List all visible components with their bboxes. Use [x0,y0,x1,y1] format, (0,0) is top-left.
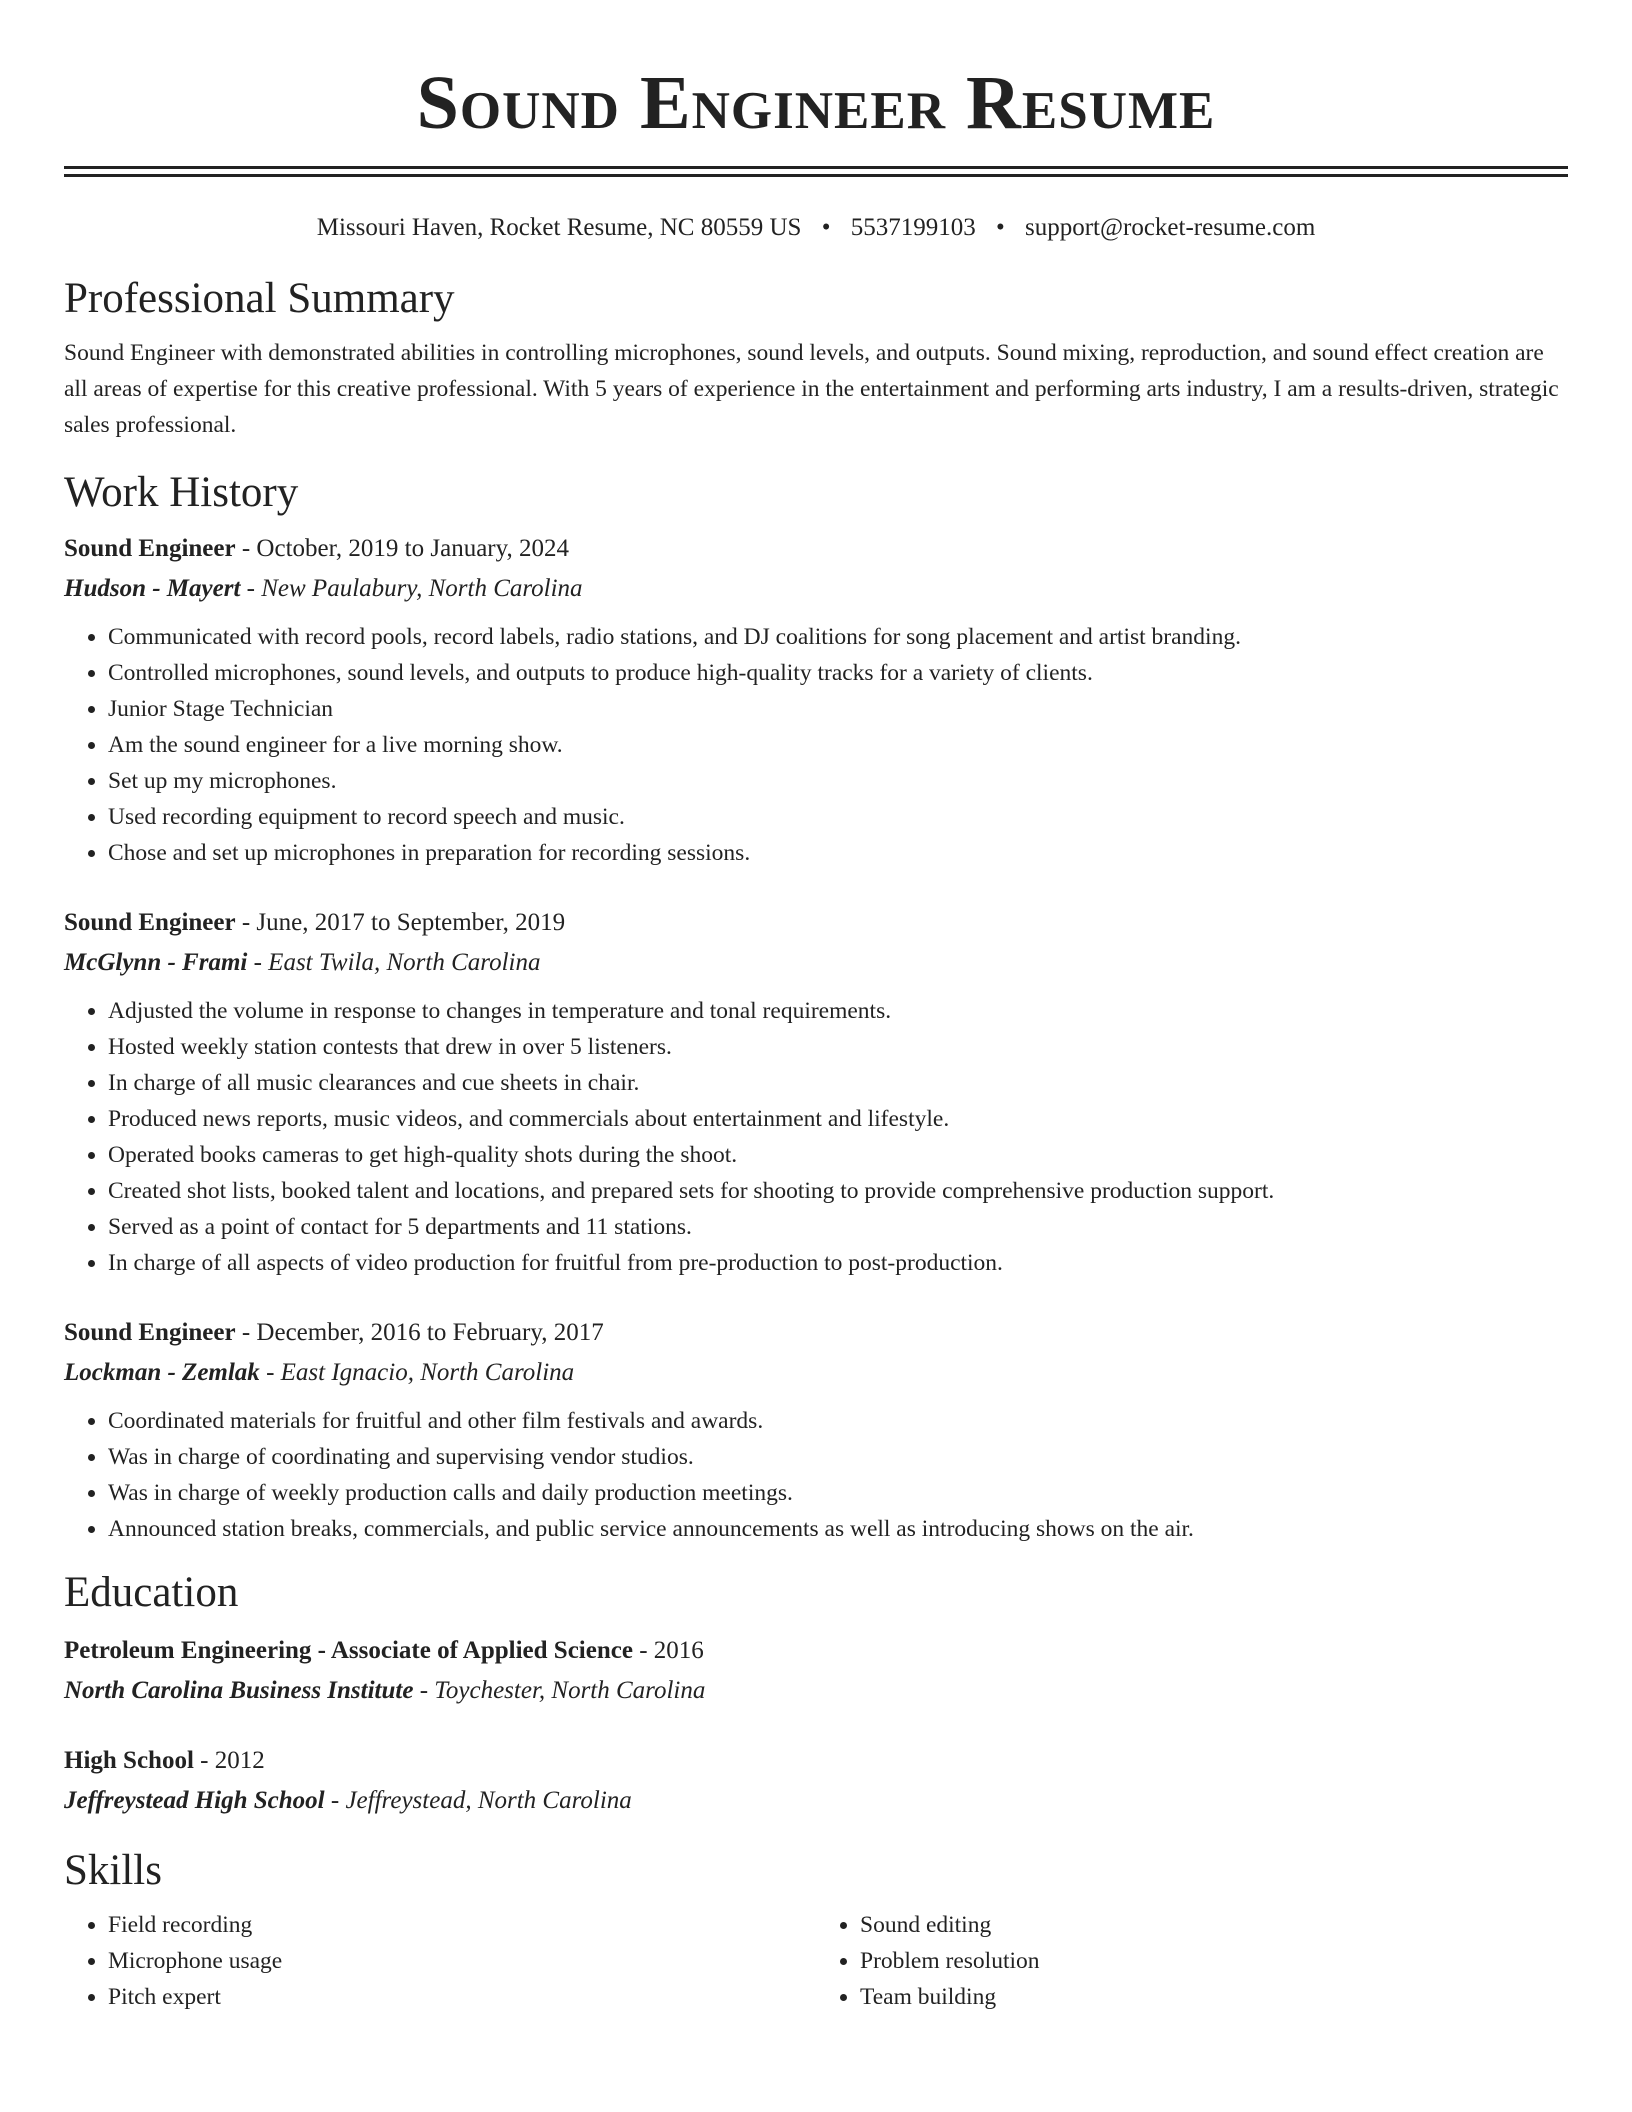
contact-separator: • [995,214,1005,241]
list-item: • In charge of all aspects of video production for fruitful from pre-production to post-production. [108,1245,1568,1281]
list-item: • Served as a point of contact for 5 departments and 11 stations. [108,1209,1568,1245]
page-title: Sound Engineer Resume [416,61,1216,145]
job-title: Sound Engineer [64,1319,236,1346]
list-item: • Microphone usage [108,1943,816,1979]
skills-column-right [816,1907,1568,2015]
job-entry [64,1313,1568,1547]
job-entry [64,903,1568,1281]
job-company: McGlynn - Frami [64,949,248,976]
job-dates: - October, 2019 to January, 2024 [235,535,570,562]
education-entry [64,1741,1568,1821]
list-item: • Produced news reports, music videos, and commercials about entertainment and lifestyle. [108,1101,1568,1137]
contact-address: Missouri Haven, Rocket Resume, NC 80559 US [316,214,802,241]
list-item: • Was in charge of weekly production calls and daily production meetings. [108,1475,1568,1511]
skills-column-left [64,1907,816,2015]
list-item: • Used recording equipment to record speech and music. [108,799,1568,835]
job-company-line [64,1353,1568,1393]
education-entry [64,1631,1568,1711]
contact-phone: 5537199103 [850,214,976,241]
job-title-line [64,903,1568,943]
education-degree: Petroleum Engineering - Associate of Applied Science [64,1637,633,1664]
work-history-heading: Work History [64,469,299,516]
list-item: • Controlled microphones, sound levels, and outputs to produce high-quality tracks for a variety of clients. [108,655,1568,691]
contact-email: support@rocket-resume.com [1024,214,1316,241]
education-year: - 2012 [193,1747,265,1774]
list-item: • Was in charge of coordinating and supervising vendor studios. [108,1439,1568,1475]
contact-separator: • [821,214,831,241]
list-item: • Sound editing [860,1907,1568,1943]
skills-list [64,1897,1568,2015]
list-item: • Am the sound engineer for a live morning show. [108,727,1568,763]
list-item: • Chose and set up microphones in preparation for recording sessions. [108,835,1568,871]
education-school-line [64,1671,1568,1711]
contact-line [64,213,1568,243]
job-company: Hudson - Mayert [64,575,241,602]
job-title-line [64,1313,1568,1353]
job-company-line [64,943,1568,983]
job-location: - East Twila, North Carolina [247,949,541,976]
job-title: Sound Engineer [64,535,236,562]
job-entry [64,529,1568,871]
job-dates: - December, 2016 to February, 2017 [235,1319,604,1346]
job-bullets [64,619,1568,871]
job-location: - East Ignacio, North Carolina [259,1359,575,1386]
education-year: - 2016 [632,1637,704,1664]
list-item: • Problem resolution [860,1943,1568,1979]
summary-text: Sound Engineer with demonstrated abilities in controlling microphones, sound levels, and outputs. Sound mixing, reproduction, and sound effect creation are all areas of expertise for this creative professional. With 5 years of experience in the entertainment and performing arts industry, I am a results-driven, strategic sales professional. [64,340,1559,438]
education-school: North Carolina Business Institute [64,1677,414,1704]
job-company-line [64,569,1568,609]
list-item: • Team building [860,1979,1568,2015]
education-degree-line [64,1741,1568,1781]
education-school-line [64,1781,1568,1821]
list-item: • Pitch expert [108,1979,816,2015]
education-heading: Education [64,1569,239,1616]
job-company: Lockman - Zemlak [64,1359,260,1386]
list-item: • Created shot lists, booked talent and locations, and prepared sets for shooting to provide comprehensive production support. [108,1173,1568,1209]
list-item: • In charge of all music clearances and cue sheets in chair. [108,1065,1568,1101]
list-item: • Adjusted the volume in response to changes in temperature and tonal requirements. [108,993,1568,1029]
job-bullets [64,993,1568,1281]
list-item: • Set up my microphones. [108,763,1568,799]
education-degree-line [64,1631,1568,1671]
job-title: Sound Engineer [64,909,236,936]
list-item: • Hosted weekly station contests that drew in over 5 listeners. [108,1029,1568,1065]
education-degree: High School [64,1747,194,1774]
summary-heading: Professional Summary [64,275,455,322]
job-dates: - June, 2017 to September, 2019 [235,909,566,936]
education-location: - Jeffreystead, North Carolina [324,1787,632,1814]
list-item: • Operated books cameras to get high-quality shots during the shoot. [108,1137,1568,1173]
job-bullets [64,1403,1568,1547]
skills-heading: Skills [64,1847,162,1894]
list-item: • Field recording [108,1907,816,1943]
job-location: - New Paulabury, North Carolina [240,575,583,602]
list-item: • Communicated with record pools, record labels, radio stations, and DJ coalitions for song placement and artist branding. [108,619,1568,655]
list-item: • Announced station breaks, commercials, and public service announcements as well as introducing shows on the air. [108,1511,1568,1547]
list-item: • Junior Stage Technician [108,691,1568,727]
job-title-line [64,529,1568,569]
title-divider [64,166,1568,177]
education-school: Jeffreystead High School [64,1787,325,1814]
education-location: - Toychester, North Carolina [413,1677,706,1704]
list-item: • Coordinated materials for fruitful and other film festivals and awards. [108,1403,1568,1439]
